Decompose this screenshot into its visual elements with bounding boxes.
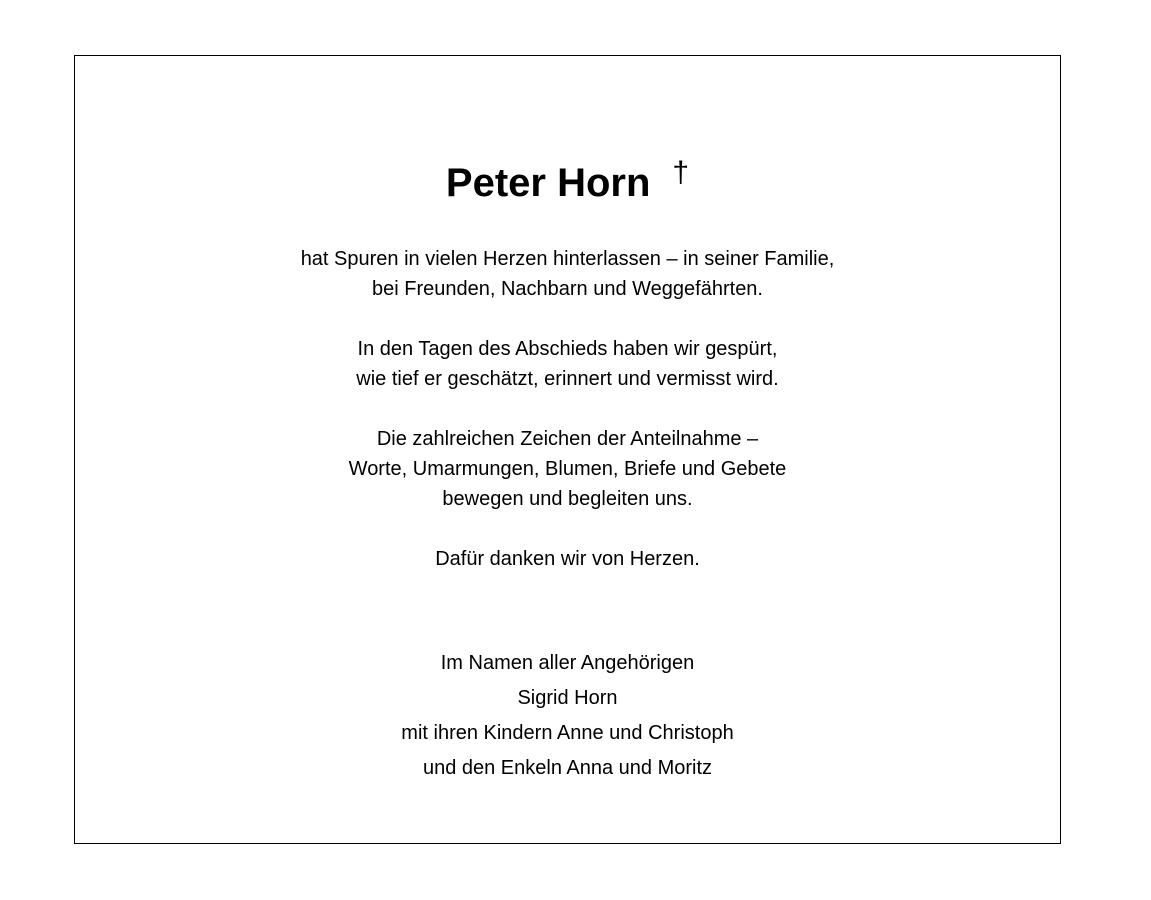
paragraph-line: hat Spuren in vielen Herzen hinterlassen – in seiner Familie, xyxy=(300,248,835,270)
signature-line: Sigrid Horn xyxy=(517,687,618,709)
paragraph-line: bei Freunden, Nachbarn und Weggefährten. xyxy=(371,278,763,300)
paragraph-1 xyxy=(75,244,1060,304)
signature-line: mit ihren Kindern Anne und Christoph xyxy=(401,722,734,744)
paragraph-line: Worte, Umarmungen, Blumen, Briefe und Gebete xyxy=(348,458,787,480)
notice-frame xyxy=(74,55,1061,844)
paragraph-line: Die zahlreichen Zeichen der Anteilnahme – xyxy=(376,428,759,450)
cross-icon: † xyxy=(672,156,690,189)
page-title xyxy=(75,157,1060,213)
paragraph-3 xyxy=(75,424,1060,514)
paragraph-line: Dafür danken wir von Herzen. xyxy=(435,548,700,570)
paragraph-line: bewegen und begleiten uns. xyxy=(442,488,693,510)
signature-line: Im Namen aller Angehörigen xyxy=(440,652,695,674)
signature-block xyxy=(75,646,1060,786)
paragraph-4 xyxy=(75,544,1060,574)
paragraph-2 xyxy=(75,334,1060,394)
signature-line: und den Enkeln Anna und Moritz xyxy=(422,757,713,779)
paragraph-line: In den Tagen des Abschieds haben wir gespürt, xyxy=(357,338,778,360)
paragraph-line: wie tief er geschätzt, erinnert und vermisst wird. xyxy=(356,368,779,390)
deceased-name: Peter Horn xyxy=(445,161,651,205)
